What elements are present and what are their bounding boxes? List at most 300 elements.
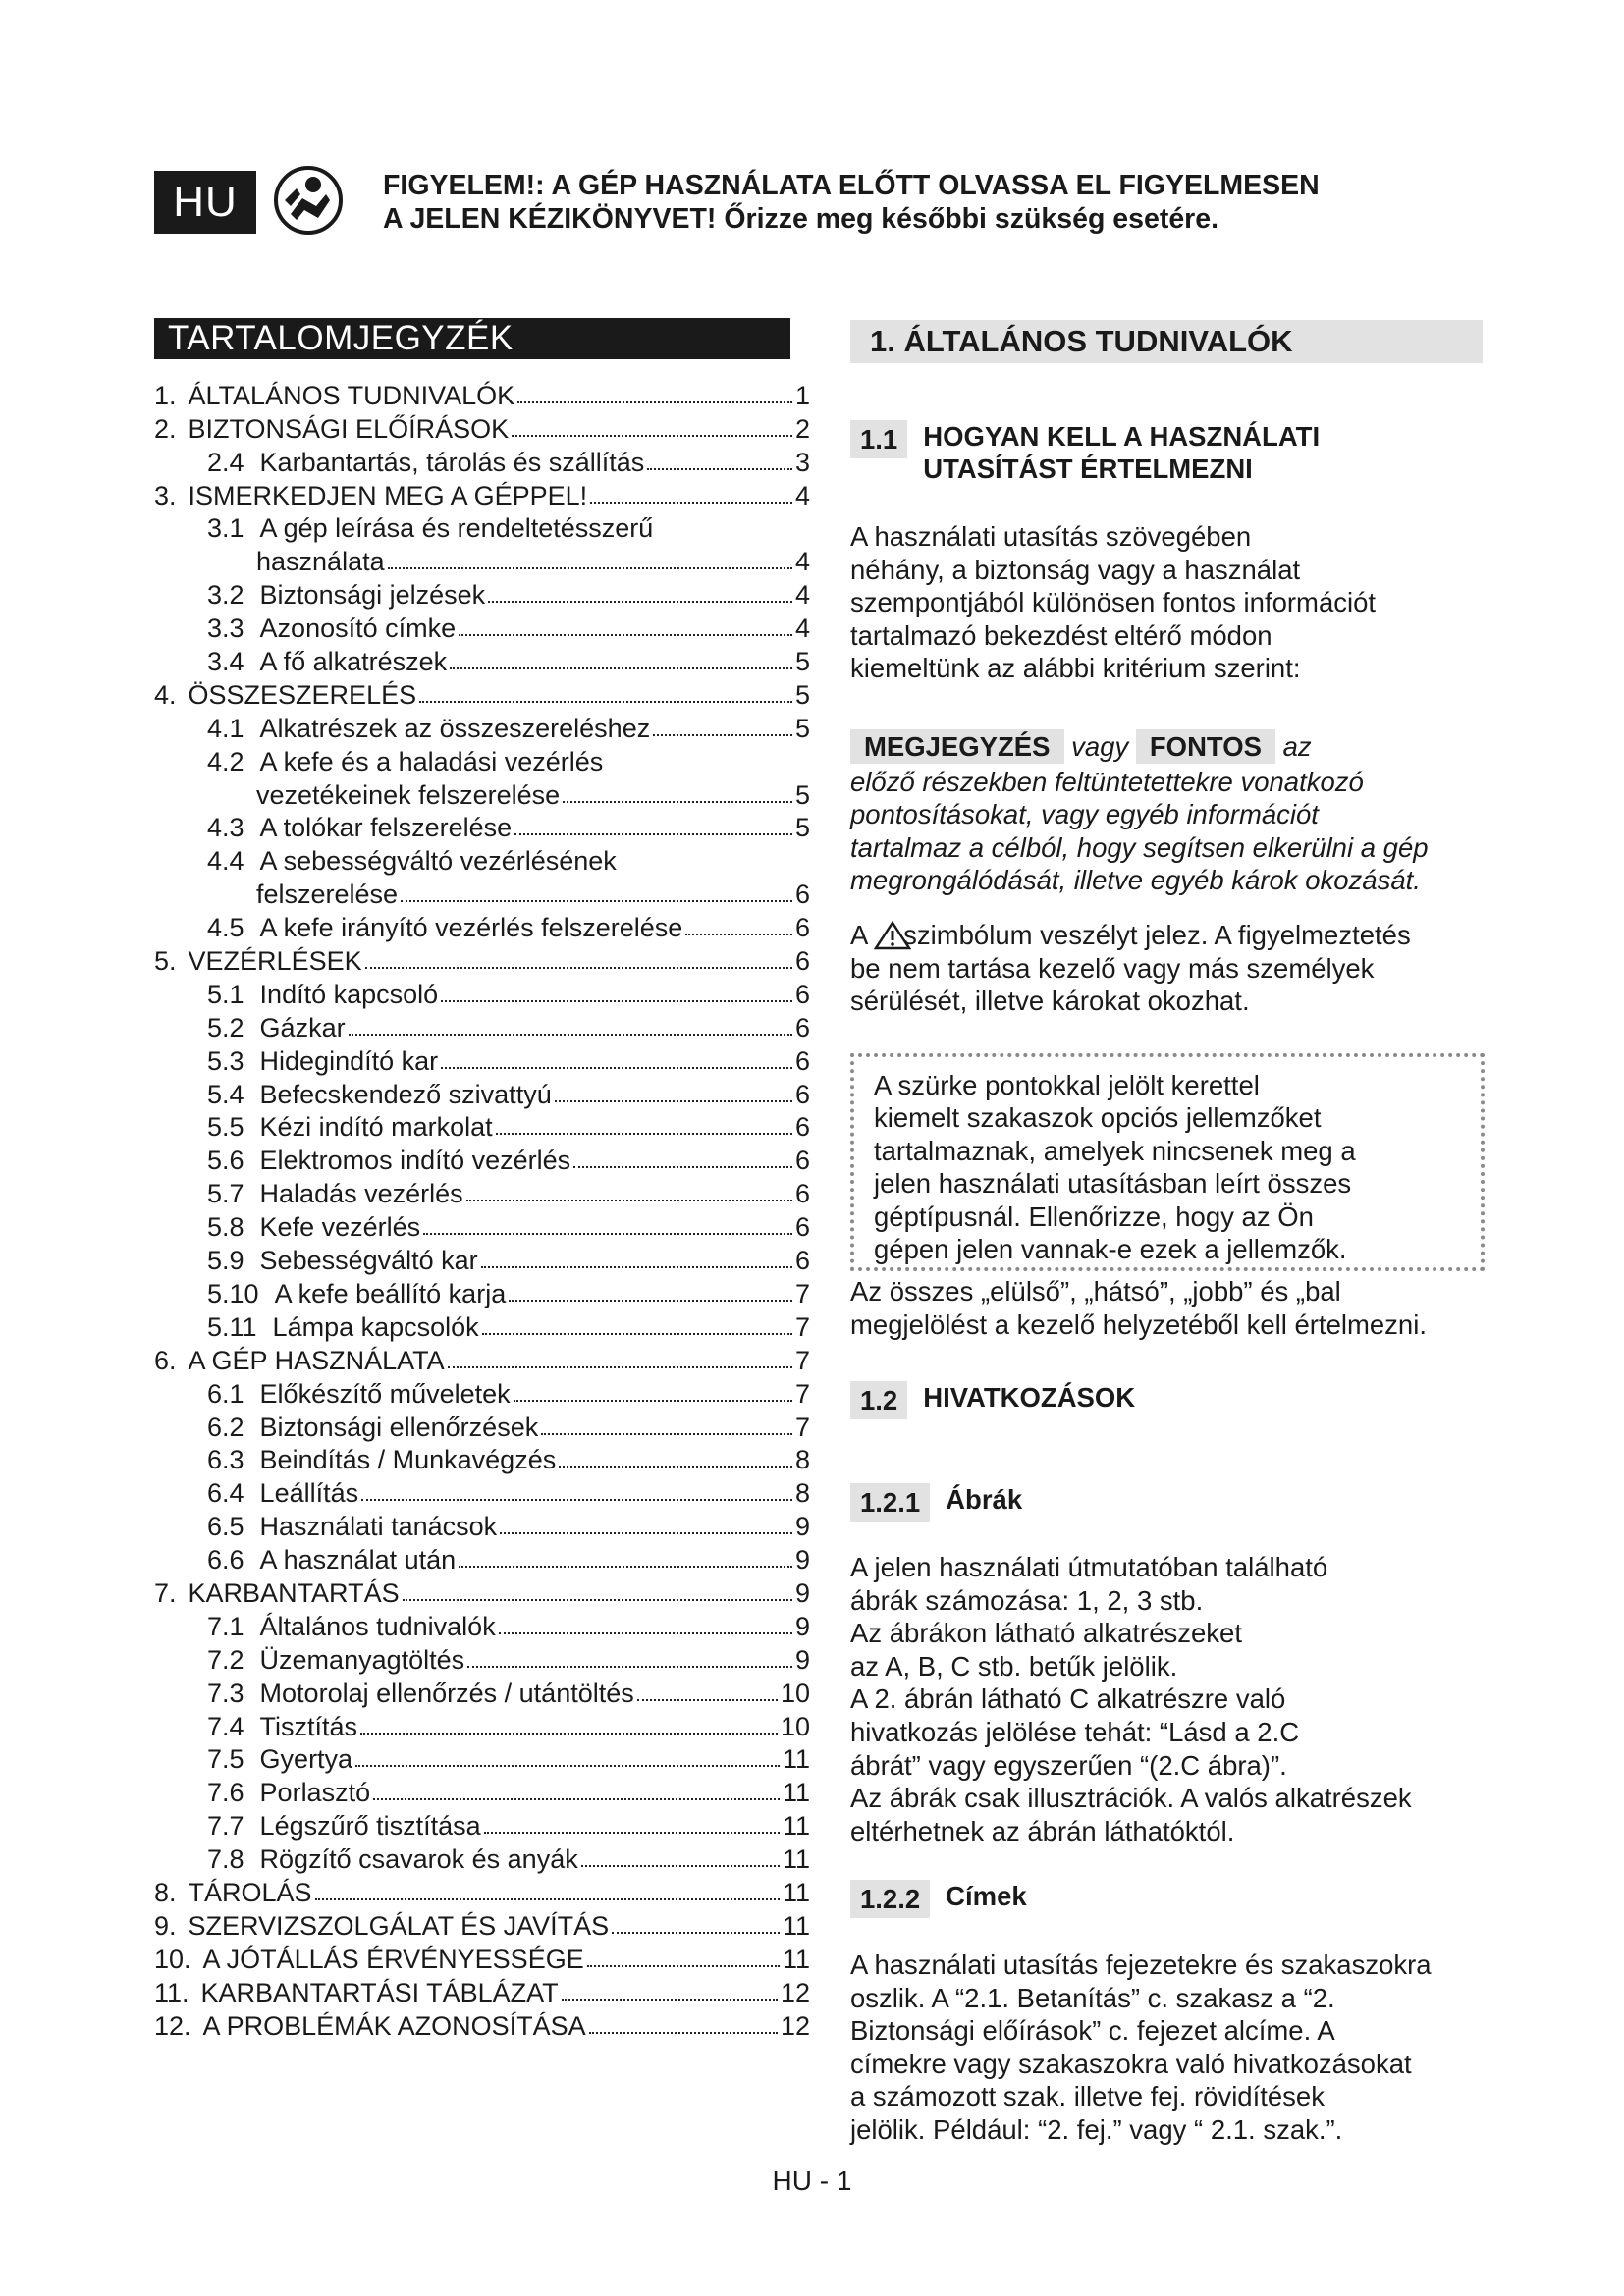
- toc-number: 1.: [154, 380, 177, 410]
- toc-number: 6.6: [207, 1545, 244, 1575]
- toc-text: A PROBLÉMÁK AZONOSÍTÁSA: [202, 2010, 586, 2041]
- toc-entry: [154, 611, 810, 644]
- az-word: az: [1282, 731, 1312, 762]
- text-line: előző részekben feltüntetettekre vonatkozó: [850, 766, 1364, 797]
- subsection-1-2-2-heading: [850, 1880, 1483, 1918]
- text-line: a számozott szak. illetve fej. rövidítések: [850, 2081, 1325, 2112]
- toc-entry: [154, 378, 810, 411]
- toc-text: Kézi indító markolat: [259, 1112, 493, 1143]
- text-line: tartalmaznak, amelyek nincsenek meg a: [874, 1135, 1356, 1166]
- toc-page: 7: [794, 1378, 810, 1409]
- toc-number: 7.2: [207, 1644, 244, 1675]
- toc-leader-dots: [388, 567, 792, 569]
- toc-entry: [154, 677, 810, 711]
- toc-page: 11: [782, 1910, 810, 1941]
- toc-page: 7: [794, 1278, 810, 1308]
- toc-text: A gép leírása és rendeltetésszerű: [259, 513, 654, 544]
- subsection-title: HIVATKOZÁSOK: [923, 1382, 1136, 1413]
- toc-leader-dots: [573, 1166, 792, 1168]
- text-line: A 2. ábrán látható C alkatrészre való: [850, 1683, 1286, 1715]
- toc-number: 10.: [154, 1944, 191, 1974]
- toc-entry: [154, 1742, 810, 1776]
- toc-leader-dots: [496, 1133, 792, 1135]
- language-badge: HU: [154, 171, 256, 234]
- toc-number: 4.2: [207, 746, 244, 776]
- toc-leader-dots: [563, 801, 792, 803]
- toc-entry: [154, 1908, 810, 1942]
- toc-text: A JÓTÁLLÁS ÉRVÉNYESSÉGE: [202, 1944, 584, 1974]
- toc-leader-dots: [484, 1832, 780, 1834]
- toc-text: Gázkar: [259, 1012, 346, 1042]
- toc-entry: [154, 711, 810, 744]
- toc-entry: [154, 777, 810, 811]
- toc-page: 9: [794, 1512, 810, 1542]
- text-line: A használati utasítás fejezetekre és szakaszokra: [850, 1949, 1432, 1980]
- toc-text: Porlasztó: [259, 1778, 371, 1808]
- text-line: megjelölést a kezelő helyzetéből kell értelmezni.: [850, 1308, 1427, 1340]
- subsection-number: 1.1: [850, 420, 907, 458]
- toc-entry: [154, 943, 810, 977]
- toc-leader-dots: [315, 1898, 780, 1900]
- toc-text: használata: [256, 547, 385, 577]
- toc-number: 2.: [154, 413, 177, 444]
- toc-number: 4.5: [207, 913, 244, 943]
- text-line: be nem tartása kezelő vagy más személyek: [850, 952, 1375, 984]
- important-tag: FONTOS: [1136, 729, 1275, 764]
- toc-text: Indító kapcsoló: [259, 979, 439, 1009]
- toc-page: 4: [794, 580, 810, 611]
- toc-text: Biztonsági jelzések: [259, 580, 486, 611]
- subsection-1-1-heading: [850, 420, 1483, 485]
- toc-text: Gyertya: [259, 1744, 353, 1775]
- subsection-number: 1.2.2: [850, 1880, 930, 1918]
- toc-text: Alkatrészek az összeszereléshez: [259, 713, 651, 743]
- toc-leader-dots: [647, 468, 792, 470]
- toc-leader-dots: [488, 601, 792, 603]
- toc-entry: [154, 1875, 810, 1908]
- toc-entry: [154, 1077, 810, 1110]
- toc-text: Motorolaj ellenőrzés / utántöltés: [259, 1678, 634, 1708]
- warning-paragraph: [850, 919, 1483, 1018]
- toc-number: 5.5: [207, 1112, 244, 1143]
- toc-page: 6: [794, 913, 810, 943]
- intro-paragraph: [850, 520, 1483, 685]
- toc-entry: [154, 1509, 810, 1542]
- text-line: jelölik. Például: “2. fej.” vagy “ 2.1. szak.”.: [850, 2113, 1343, 2145]
- toc-page: 6: [794, 1079, 810, 1109]
- toc-page: 3: [794, 447, 810, 477]
- toc-page: 9: [794, 1611, 810, 1641]
- toc-number: 12.: [154, 2010, 191, 2041]
- toc-entry: [154, 1309, 810, 1343]
- toc-number: 6.4: [207, 1478, 244, 1509]
- toc-entry: [154, 1176, 810, 1209]
- toc-page: 1: [794, 380, 810, 410]
- toc-leader-dots: [355, 1765, 780, 1767]
- toc-leader-dots: [653, 734, 792, 736]
- toc-text: vezetékeinek felszerelése: [256, 779, 561, 810]
- toc-number: 5.9: [207, 1246, 244, 1276]
- toc-text: Hidegindító kar: [259, 1045, 439, 1076]
- toc-entry: [154, 1110, 810, 1144]
- toc-page: 7: [794, 1311, 810, 1342]
- read-manual-icon: [273, 165, 344, 236]
- toc-leader-dots: [481, 1266, 792, 1268]
- toc-text: A GÉP HASZNÁLATA: [188, 1345, 445, 1375]
- toc-entry: [154, 811, 810, 844]
- toc-number: 4.3: [207, 813, 244, 843]
- toc-entry: [154, 1676, 810, 1709]
- toc-text: Karbantartás, tárolás és szállítás: [259, 447, 645, 477]
- note-paragraph: [850, 730, 1483, 897]
- figures-paragraph: [850, 1551, 1483, 1847]
- toc-entry: [154, 910, 810, 943]
- toc-text: Sebességváltó kar: [259, 1246, 478, 1276]
- subsection-title-line: UTASÍTÁST ÉRTELMEZNI: [923, 454, 1253, 484]
- note-tag: MEGJEGYZÉS: [850, 729, 1064, 764]
- or-word: vagy: [1071, 731, 1129, 762]
- toc-number: 3.2: [207, 580, 244, 611]
- table-of-contents: [154, 378, 810, 2042]
- toc-text: Rögzítő csavarok és anyák: [259, 1844, 578, 1875]
- toc-number: 5.7: [207, 1179, 244, 1209]
- toc-page: 6: [794, 1179, 810, 1209]
- subsection-title: Ábrák: [946, 1484, 1023, 1515]
- toc-entry: [154, 1343, 810, 1376]
- toc-leader-dots: [587, 1965, 780, 1967]
- toc-number: 2.4: [207, 447, 244, 477]
- subsection-1-2-1-heading: [850, 1483, 1483, 1522]
- toc-leader-dots: [562, 1999, 778, 2001]
- toc-text: KARBANTARTÁS: [188, 1577, 400, 1608]
- text-line: címekre vagy szakaszokra való hivatkozásokat: [850, 2048, 1412, 2079]
- toc-entry: [154, 1775, 810, 1808]
- toc-leader-dots: [349, 1034, 792, 1036]
- toc-page: 11: [782, 1877, 810, 1907]
- text-line: A használati utasítás szövegében: [850, 521, 1252, 552]
- toc-entry: [154, 1010, 810, 1043]
- text-fragment: A: [850, 920, 867, 950]
- toc-leader-dots: [541, 1433, 792, 1435]
- toc-page: 5: [794, 813, 810, 843]
- toc-text: VEZÉRLÉSEK: [188, 946, 362, 977]
- toc-number: 5.11: [207, 1311, 257, 1342]
- toc-page: 5: [794, 679, 810, 710]
- toc-text: Üzemanyagtöltés: [259, 1644, 465, 1675]
- toc-text: Általános tudnivalók: [259, 1611, 496, 1641]
- toc-number: 6.3: [207, 1445, 244, 1475]
- toc-entry: [154, 478, 810, 511]
- toc-entry: [154, 1709, 810, 1742]
- toc-number: 5.6: [207, 1146, 244, 1176]
- toc-page: 10: [780, 1711, 810, 1741]
- toc-page: 7: [794, 1345, 810, 1375]
- toc-text: Lámpa kapcsolók: [272, 1311, 479, 1342]
- text-line: kiemelt szakaszok opciós jellemzőket: [874, 1102, 1322, 1134]
- toc-number: 5.2: [207, 1012, 244, 1042]
- toc-entry: [154, 1942, 810, 1975]
- toc-text: Leállítás: [259, 1478, 359, 1509]
- toc-number: 11.: [154, 1977, 189, 2007]
- toc-page: 4: [794, 480, 810, 510]
- subsection-title: Címek: [946, 1881, 1027, 1911]
- section-title: 1. ÁLTALÁNOS TUDNIVALÓK: [850, 320, 1483, 363]
- toc-text: SZERVIZSZOLGÁLAT ÉS JAVÍTÁS: [188, 1910, 610, 1941]
- toc-number: 7.5: [207, 1744, 244, 1775]
- toc-number: 4.1: [207, 713, 244, 743]
- toc-page: 4: [794, 614, 810, 644]
- optional-features-box: [850, 1053, 1485, 1271]
- text-line: Az összes „elülső”, „hátsó”, „jobb” és „bal: [850, 1276, 1341, 1307]
- text-line: pontosításokat, vagy egyéb információt: [850, 799, 1319, 830]
- toc-entry: [154, 1276, 810, 1309]
- toc-leader-dots: [499, 1632, 792, 1634]
- toc-entry: [154, 977, 810, 1010]
- subsection-title-line: HOGYAN KELL A HASZNÁLATI: [923, 421, 1321, 452]
- toc-page: 11: [782, 1778, 810, 1808]
- text-line: gépen jelen vannak-e ezek a jellemzők.: [874, 1234, 1347, 1265]
- toc-leader-dots: [403, 1599, 792, 1601]
- text-line: A jelen használati útmutatóban található: [850, 1552, 1328, 1582]
- toc-number: 6.: [154, 1345, 177, 1375]
- text-line: Az ábrák csak illusztrációk. A valós alkatrészek: [850, 1783, 1412, 1814]
- toc-number: 3.4: [207, 647, 244, 677]
- toc-title: TARTALOMJEGYZÉK: [154, 318, 790, 359]
- toc-leader-dots: [482, 1333, 792, 1335]
- toc-text: TÁROLÁS: [188, 1877, 312, 1907]
- subsection-1-2-heading: [850, 1381, 1483, 1419]
- toc-entry: [154, 1475, 810, 1509]
- text-line: [850, 919, 1483, 952]
- toc-entry: [154, 1376, 810, 1410]
- toc-leader-dots: [581, 1865, 780, 1867]
- toc-number: 9.: [154, 1910, 177, 1941]
- subsection-number: 1.2.1: [850, 1483, 930, 1522]
- toc-leader-dots: [514, 1400, 792, 1402]
- toc-text: A kefe és a haladási vezérlés: [259, 746, 604, 776]
- toc-leader-dots: [360, 1733, 778, 1735]
- toc-leader-dots: [467, 1666, 792, 1668]
- toc-entry: [154, 1575, 810, 1609]
- toc-number: 7.8: [207, 1844, 244, 1875]
- toc-number: 7.3: [207, 1678, 244, 1708]
- toc-leader-dots: [559, 1466, 792, 1468]
- toc-text: A kefe beállító karja: [274, 1278, 507, 1308]
- text-line: sérülését, illetve károkat okozhat.: [850, 986, 1250, 1017]
- warning-text: [383, 169, 1463, 236]
- toc-text: Elektromos indító vezérlés: [259, 1146, 571, 1176]
- text-line: Az ábrákon látható alkatrészeket: [850, 1618, 1242, 1649]
- toc-number: 5.1: [207, 979, 244, 1009]
- toc-leader-dots: [517, 401, 792, 403]
- toc-number: 7.1: [207, 1611, 244, 1641]
- toc-number: 7.6: [207, 1778, 244, 1808]
- text-line: kiemeltünk az alábbi kritérium szerint:: [850, 653, 1301, 684]
- toc-leader-dots: [448, 1366, 792, 1368]
- toc-number: 6.5: [207, 1512, 244, 1542]
- toc-leader-dots: [419, 701, 792, 703]
- toc-number: 5.10: [207, 1278, 259, 1308]
- toc-entry: [154, 1808, 810, 1842]
- toc-entry: [154, 1975, 810, 2008]
- toc-entry: [154, 843, 810, 877]
- text-line: hivatkozás jelölése tehát: “Lásd a 2.C: [850, 1716, 1300, 1747]
- toc-entry: [154, 644, 810, 677]
- text-line: eltérhetnek az ábrán láthatóktól.: [850, 1815, 1235, 1846]
- toc-number: 6.1: [207, 1378, 244, 1409]
- toc-number: 3.1: [207, 513, 244, 544]
- toc-text: Kefe vezérlés: [259, 1212, 421, 1243]
- toc-leader-dots: [450, 667, 792, 669]
- toc-entry: [154, 2008, 810, 2042]
- text-line: oszlik. A “2.1. Betanítás” c. szakasz a “2.: [850, 1982, 1335, 2013]
- toc-leader-dots: [373, 1798, 780, 1800]
- text-line: jelen használati utasításban leírt összes: [874, 1168, 1352, 1200]
- toc-text: Azonosító címke: [259, 614, 457, 644]
- toc-page: 8: [794, 1478, 810, 1509]
- toc-page: 2: [794, 413, 810, 444]
- toc-number: 4.: [154, 679, 177, 710]
- toc-page: 9: [794, 1644, 810, 1675]
- toc-number: 6.2: [207, 1412, 244, 1442]
- page-number: HU - 1: [772, 2165, 852, 2196]
- toc-number: 3.3: [207, 614, 244, 644]
- text-line: Biztonsági előírások” c. fejezet alcíme. A: [850, 2015, 1335, 2047]
- toc-number: 5.4: [207, 1079, 244, 1109]
- toc-page: 11: [782, 1844, 810, 1875]
- toc-text: Használati tanácsok: [259, 1512, 498, 1542]
- toc-text: ÖSSZESZERELÉS: [188, 679, 417, 710]
- toc-page: 5: [794, 779, 810, 810]
- toc-page: 11: [782, 1744, 810, 1775]
- toc-text: Előkészítő műveletek: [259, 1378, 511, 1409]
- titles-paragraph: [850, 1949, 1483, 2147]
- text-line: szempontjából különösen fontos információt: [850, 587, 1377, 618]
- toc-page: 7: [794, 1412, 810, 1442]
- toc-page: 4: [794, 547, 810, 577]
- toc-leader-dots: [459, 1566, 792, 1568]
- orientation-paragraph: [850, 1275, 1483, 1341]
- text-line: géptípusnál. Ellenőrizze, hogy az Ön: [874, 1201, 1314, 1232]
- toc-entry: [154, 1642, 810, 1676]
- toc-leader-dots: [514, 833, 792, 835]
- toc-leader-dots: [401, 900, 792, 902]
- toc-entry: [154, 744, 810, 777]
- toc-text: Biztonsági ellenőrzések: [259, 1412, 539, 1442]
- toc-text: A fő alkatrészek: [259, 647, 448, 677]
- toc-text: A sebességváltó vezérlésének: [259, 846, 617, 877]
- toc-text: KARBANTARTÁSI TÁBLÁZAT: [200, 1977, 559, 2007]
- toc-leader-dots: [590, 502, 792, 504]
- toc-number: 7.4: [207, 1711, 244, 1741]
- toc-leader-dots: [459, 634, 792, 636]
- text-line: ábrát” vagy egyszerűen “(2.C ábra)”.: [850, 1749, 1287, 1781]
- toc-page: 6: [794, 979, 810, 1009]
- toc-entry: [154, 1143, 810, 1176]
- toc-entry: [154, 411, 810, 445]
- tag-line: [850, 730, 1483, 764]
- toc-text: Tisztítás: [259, 1711, 358, 1741]
- toc-leader-dots: [612, 1932, 780, 1934]
- toc-page: 6: [794, 1212, 810, 1243]
- toc-leader-dots: [555, 1100, 792, 1102]
- toc-number: 5.3: [207, 1045, 244, 1076]
- toc-page: 12: [780, 1977, 810, 2007]
- toc-entry: [154, 1443, 810, 1476]
- toc-leader-dots: [441, 1067, 792, 1069]
- toc-text: A kefe irányító vezérlés felszerelése: [259, 913, 683, 943]
- toc-text: ISMERKEDJEN MEG A GÉPPEL!: [188, 480, 588, 510]
- toc-text: Haladás vezérlés: [259, 1179, 463, 1209]
- text-line: ábrák számozása: 1, 2, 3 stb.: [850, 1584, 1204, 1616]
- warning-line-2: A JELEN KÉZIKÖNYVET! Őrizze meg későbbi szükség esetére.: [383, 203, 1219, 235]
- toc-page: 10: [780, 1678, 810, 1708]
- toc-leader-dots: [685, 934, 792, 935]
- text-line: megrongálódását, illetve egyéb károk okozását.: [850, 865, 1421, 896]
- toc-page: 12: [780, 2010, 810, 2041]
- warning-line-1: FIGYELEM!: A GÉP HASZNÁLATA ELŐTT OLVASSA EL FIGYELMESEN: [383, 170, 1320, 201]
- toc-leader-dots: [466, 1200, 792, 1201]
- toc-page: 6: [794, 1246, 810, 1276]
- subsection-number: 1.2: [850, 1381, 907, 1419]
- toc-number: 8.: [154, 1877, 177, 1907]
- toc-text: A használat után: [259, 1545, 457, 1575]
- toc-entry: [154, 1043, 810, 1077]
- toc-entry: [154, 1609, 810, 1642]
- toc-page: 9: [794, 1545, 810, 1575]
- toc-entry: [154, 1410, 810, 1443]
- toc-number: 4.4: [207, 846, 244, 877]
- toc-number: 5.8: [207, 1212, 244, 1243]
- toc-page: 9: [794, 1577, 810, 1608]
- toc-entry: [154, 511, 810, 545]
- toc-page: 6: [794, 1012, 810, 1042]
- toc-text: Befecskendező szivattyú: [259, 1079, 552, 1109]
- subsection-title: [923, 420, 1320, 485]
- toc-number: 3.: [154, 480, 177, 510]
- text-line: tartalmaz a célból, hogy segítsen elkerülni a gép: [850, 831, 1429, 863]
- toc-leader-dots: [500, 1532, 792, 1534]
- toc-leader-dots: [637, 1699, 778, 1701]
- toc-text: BIZTONSÁGI ELŐÍRÁSOK: [188, 413, 510, 444]
- toc-text: Légszűrő tisztítása: [259, 1811, 481, 1842]
- toc-entry: [154, 445, 810, 478]
- toc-number: 7.: [154, 1577, 177, 1608]
- toc-page: 6: [794, 1146, 810, 1176]
- toc-page: 8: [794, 1445, 810, 1475]
- toc-entry: [154, 1243, 810, 1276]
- toc-text: felszerelése: [256, 880, 399, 910]
- toc-entry: [154, 877, 810, 910]
- text-line: A szürke pontokkal jelölt kerettel: [874, 1070, 1260, 1100]
- toc-page: 6: [794, 880, 810, 910]
- toc-page: 5: [794, 647, 810, 677]
- toc-leader-dots: [365, 967, 792, 969]
- toc-page: 11: [782, 1811, 810, 1842]
- toc-page: 6: [794, 1045, 810, 1076]
- text-line: az A, B, C stb. betűk jelölik.: [850, 1650, 1178, 1682]
- text-fragment: szimbólum veszélyt jelez. A figyelmeztetés: [903, 920, 1411, 950]
- toc-text: A tolókar felszerelése: [259, 813, 513, 843]
- toc-leader-dots: [441, 1000, 792, 1002]
- toc-number: 5.: [154, 946, 177, 977]
- toc-entry: [154, 1209, 810, 1243]
- toc-leader-dots: [509, 1300, 792, 1302]
- toc-leader-dots: [423, 1233, 792, 1235]
- text-line: néhány, a biztonság vagy a használat: [850, 554, 1301, 585]
- toc-entry: [154, 577, 810, 611]
- toc-number: 7.7: [207, 1811, 244, 1842]
